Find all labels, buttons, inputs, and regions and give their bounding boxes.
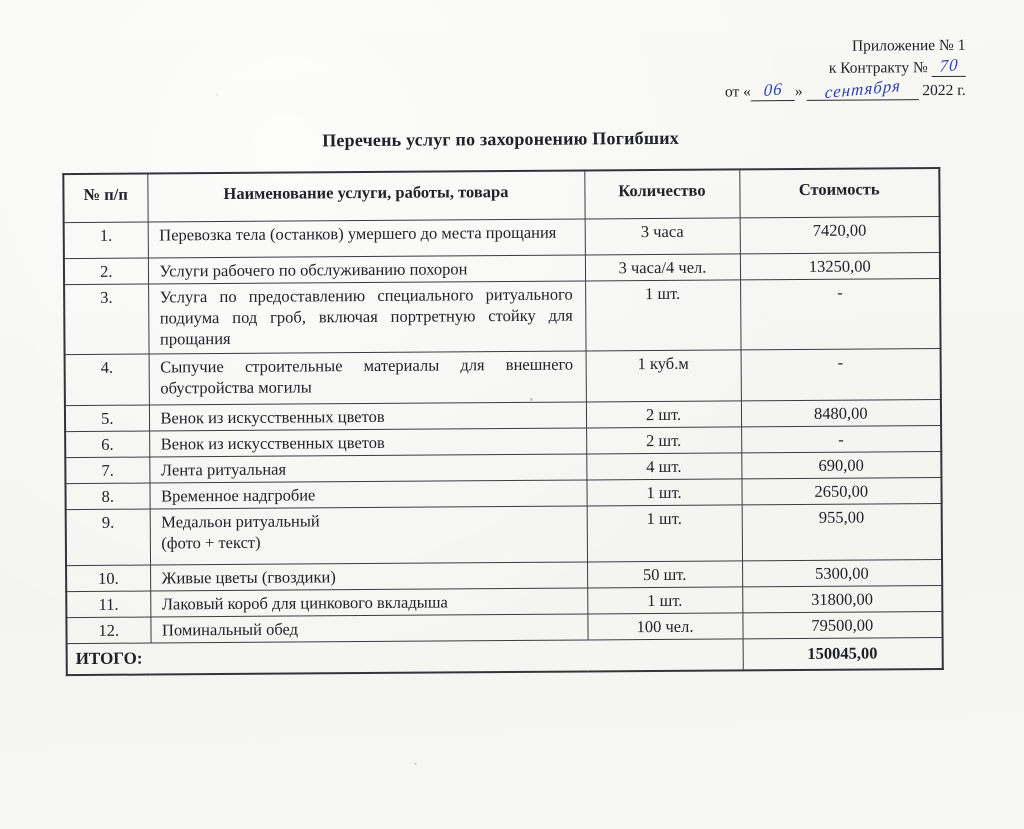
services-table	[62, 167, 943, 676]
cell-cost: 13250,00	[740, 253, 940, 280]
cell-service-name: Перевозка тела (останков) умершего до места прощания	[148, 219, 585, 258]
cell-row-number: 12.	[66, 617, 150, 644]
table-total-row	[67, 637, 943, 675]
cell-service-name: Сыпучие строительные материалы для внешнего обустройства могилы	[149, 351, 586, 405]
contract-label: к Контракту №	[828, 59, 928, 77]
cell-row-number: 3.	[64, 284, 148, 355]
cell-service-name: Лаковый короб для цинкового вкладыша	[150, 588, 587, 617]
cell-cost: 955,00	[742, 504, 942, 561]
cell-quantity: 2 шт.	[586, 401, 741, 428]
header-cell-cost: Стоимость	[739, 168, 939, 218]
cell-quantity: 1 шт.	[585, 280, 740, 351]
cell-row-number: 1.	[64, 222, 148, 259]
cell-cost: 31800,00	[742, 586, 942, 613]
table-row	[64, 217, 940, 259]
date-from-text: от «	[724, 83, 751, 101]
cell-quantity: 4 шт.	[586, 453, 741, 480]
header-cell-num: № п/п	[63, 174, 147, 223]
header-cell-name: Наименование услуги, работы, товара	[147, 170, 584, 222]
scan-speckle	[216, 94, 218, 96]
cell-row-number: 10.	[66, 565, 150, 592]
document-title: Перечень услуг по захоронению Погибших	[322, 127, 680, 151]
cell-cost: -	[740, 279, 940, 350]
contract-number-handwritten: 70	[938, 54, 959, 76]
cell-service-name: Венок из искусственных цветов	[149, 402, 586, 431]
cell-cost: 8480,00	[741, 400, 941, 427]
total-label: ИТОГО:	[67, 639, 743, 675]
cell-cost: 7420,00	[740, 217, 940, 254]
cell-cost: 690,00	[741, 452, 941, 479]
cell-service-name: Венок из искусственных цветов	[149, 428, 586, 457]
contract-number-blank	[932, 54, 966, 77]
table-row	[66, 504, 942, 566]
cell-service-name: Услуги рабочего по обслуживанию похорон	[148, 255, 585, 284]
header-cell-qty: Количество	[584, 169, 739, 219]
cell-cost: -	[741, 426, 941, 453]
cell-quantity: 1 куб.м	[586, 350, 741, 402]
date-close-quote: »	[794, 82, 803, 101]
cell-row-number: 8.	[65, 483, 149, 510]
cell-row-number: 7.	[65, 457, 149, 484]
cell-service-name: Поминальный обед	[150, 614, 587, 643]
cell-service-name: Медальон ритуальный (фото + текст)	[150, 506, 587, 565]
cell-cost: -	[741, 349, 941, 401]
cell-row-number: 11.	[66, 591, 150, 618]
cell-cost: 79500,00	[742, 612, 942, 639]
date-month-blank	[806, 75, 918, 103]
cell-quantity: 1 шт.	[587, 587, 742, 614]
scan-speckle	[414, 763, 416, 765]
cell-row-number: 2.	[64, 258, 148, 285]
cell-row-number: 9.	[66, 509, 150, 566]
cell-row-number: 5.	[65, 405, 149, 432]
cell-quantity: 3 часа/4 чел.	[585, 254, 740, 281]
cell-service-name: Лента ритуальная	[149, 454, 586, 483]
cell-row-number: 4.	[65, 354, 149, 406]
cell-quantity: 100 чел.	[587, 613, 742, 640]
cell-service-name: Услуга по предоставлению специального ритуального подиума под гроб, включая портретную стойку для прощания	[148, 281, 585, 354]
table-row	[65, 349, 941, 406]
appendix-line-2	[725, 54, 966, 81]
table-row	[64, 279, 940, 355]
date-month-handwritten: сентября	[824, 75, 901, 103]
table-header-row	[63, 168, 939, 223]
appendix-header-block	[725, 35, 966, 105]
appendix-line-1	[725, 35, 966, 59]
total-value: 150045,00	[743, 637, 943, 670]
cell-quantity: 2 шт.	[586, 427, 741, 454]
scan-speckle	[530, 398, 533, 401]
cell-quantity: 1 шт.	[586, 479, 741, 506]
date-year-text: 2022 г.	[922, 81, 966, 100]
cell-cost: 5300,00	[742, 560, 942, 587]
cell-row-number: 6.	[65, 431, 149, 458]
date-day-blank	[751, 79, 795, 101]
date-day-handwritten: 06	[763, 79, 783, 101]
cell-quantity: 50 шт.	[587, 561, 742, 588]
appendix-line-3	[724, 75, 966, 105]
cell-cost: 2650,00	[741, 478, 941, 505]
appendix-number-text: Приложение № 1	[851, 36, 966, 55]
cell-quantity: 3 часа	[585, 218, 740, 255]
cell-quantity: 1 шт.	[587, 505, 742, 562]
cell-service-name: Временное надгробие	[149, 480, 586, 509]
cell-service-name: Живые цветы (гвоздики)	[150, 562, 587, 591]
